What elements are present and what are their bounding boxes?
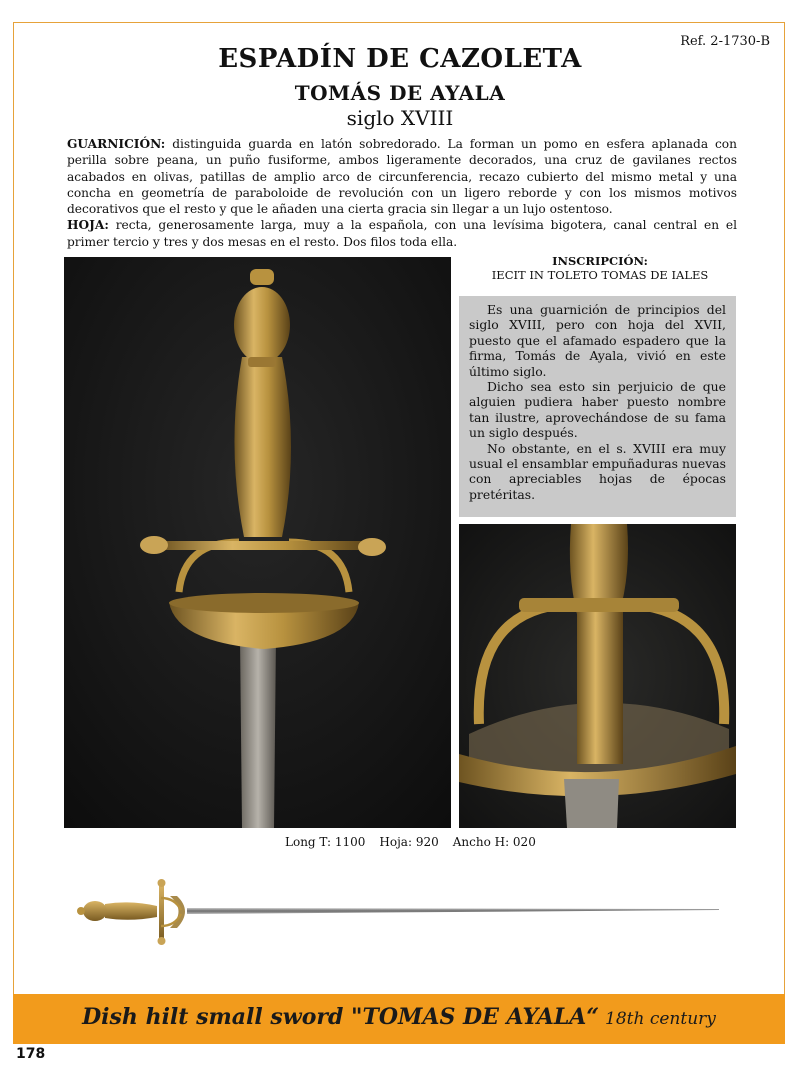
guarnicion-text: distinguida guarda en latón sobredorado. La forman un pomo en esfera aplanada con perilla sobre peana, un puño fusiforme, ambos ligeramente decorados, una cruz de gavilanes rectos acabados en olivas, patillas de amplio arco de circunferencia, recazo cubierto del mismo metal y una concha en geometría de paraboloide de revolución con un ligero reborde y con los mismos motivos decorativos que el resto y que le añaden una cierta gracia sin llegar a un lujo ostentoso.: [67, 137, 737, 217]
blade-length: Hoja: 920: [379, 835, 439, 849]
full-sword-photo: [75, 876, 725, 952]
hilt-photo-illustration: [64, 257, 451, 828]
english-title-banner: [13, 994, 785, 1044]
detail-photo-illustration: [459, 524, 736, 828]
measurements: [285, 835, 550, 849]
page-number: 178: [16, 1046, 46, 1062]
guarnicion-paragraph: [67, 136, 737, 217]
page-subtitle: TOMÁS DE AYALA: [294, 81, 506, 105]
hoja-label: HOJA:: [67, 218, 109, 233]
length-total: Long T: 1100: [285, 835, 366, 849]
guarnicion-label: GUARNICIÓN:: [67, 137, 166, 151]
reference-number: Ref. 2-1730-B: [680, 34, 770, 49]
inscription-label: INSCRIPCIÓN:: [552, 254, 648, 268]
detail-photo: [459, 524, 736, 828]
description: [67, 136, 737, 250]
note-box: [459, 296, 736, 517]
blade-width: Ancho H: 020: [452, 835, 536, 849]
banner-title: Dish hilt small sword "TOMAS DE AYALA“: [82, 1004, 600, 1030]
banner-text: [13, 1004, 785, 1030]
note-paragraph-3: No obstante, en el s. XVIII era muy usual el ensamblar empuñaduras nuevas con apreciables hojas de épocas pretéritas.: [469, 440, 726, 502]
inscription-text: IECIT IN TOLETO TOMAS DE IALES: [491, 268, 709, 282]
page-title: ESPADÍN DE CAZOLETA: [218, 44, 582, 74]
full-sword-illustration: [75, 876, 725, 948]
banner-century: 18th century: [605, 1009, 716, 1029]
note-paragraph-2: Dicho sea esto sin perjuicio de que alguien pudiera haber puesto nombre tan ilustre, aprovechándose de su fama un siglo después.: [469, 379, 726, 441]
hoja-paragraph: [67, 217, 737, 250]
hilt-photo: [64, 257, 451, 828]
note-paragraph-1: Es una guarnición de principios del siglo XVIII, pero con hoja del XVII, puesto que el afamado espadero que la firma, Tomás de Ayala, vivió en este último siglo.: [469, 302, 726, 379]
hoja-text: recta, generosamente larga, muy a la española, con una levísima bigotera, canal central en el primer tercio y tres y dos mesas en el resto. Dos filos toda ella.: [67, 218, 737, 249]
century-label: siglo XVIII: [346, 106, 454, 130]
